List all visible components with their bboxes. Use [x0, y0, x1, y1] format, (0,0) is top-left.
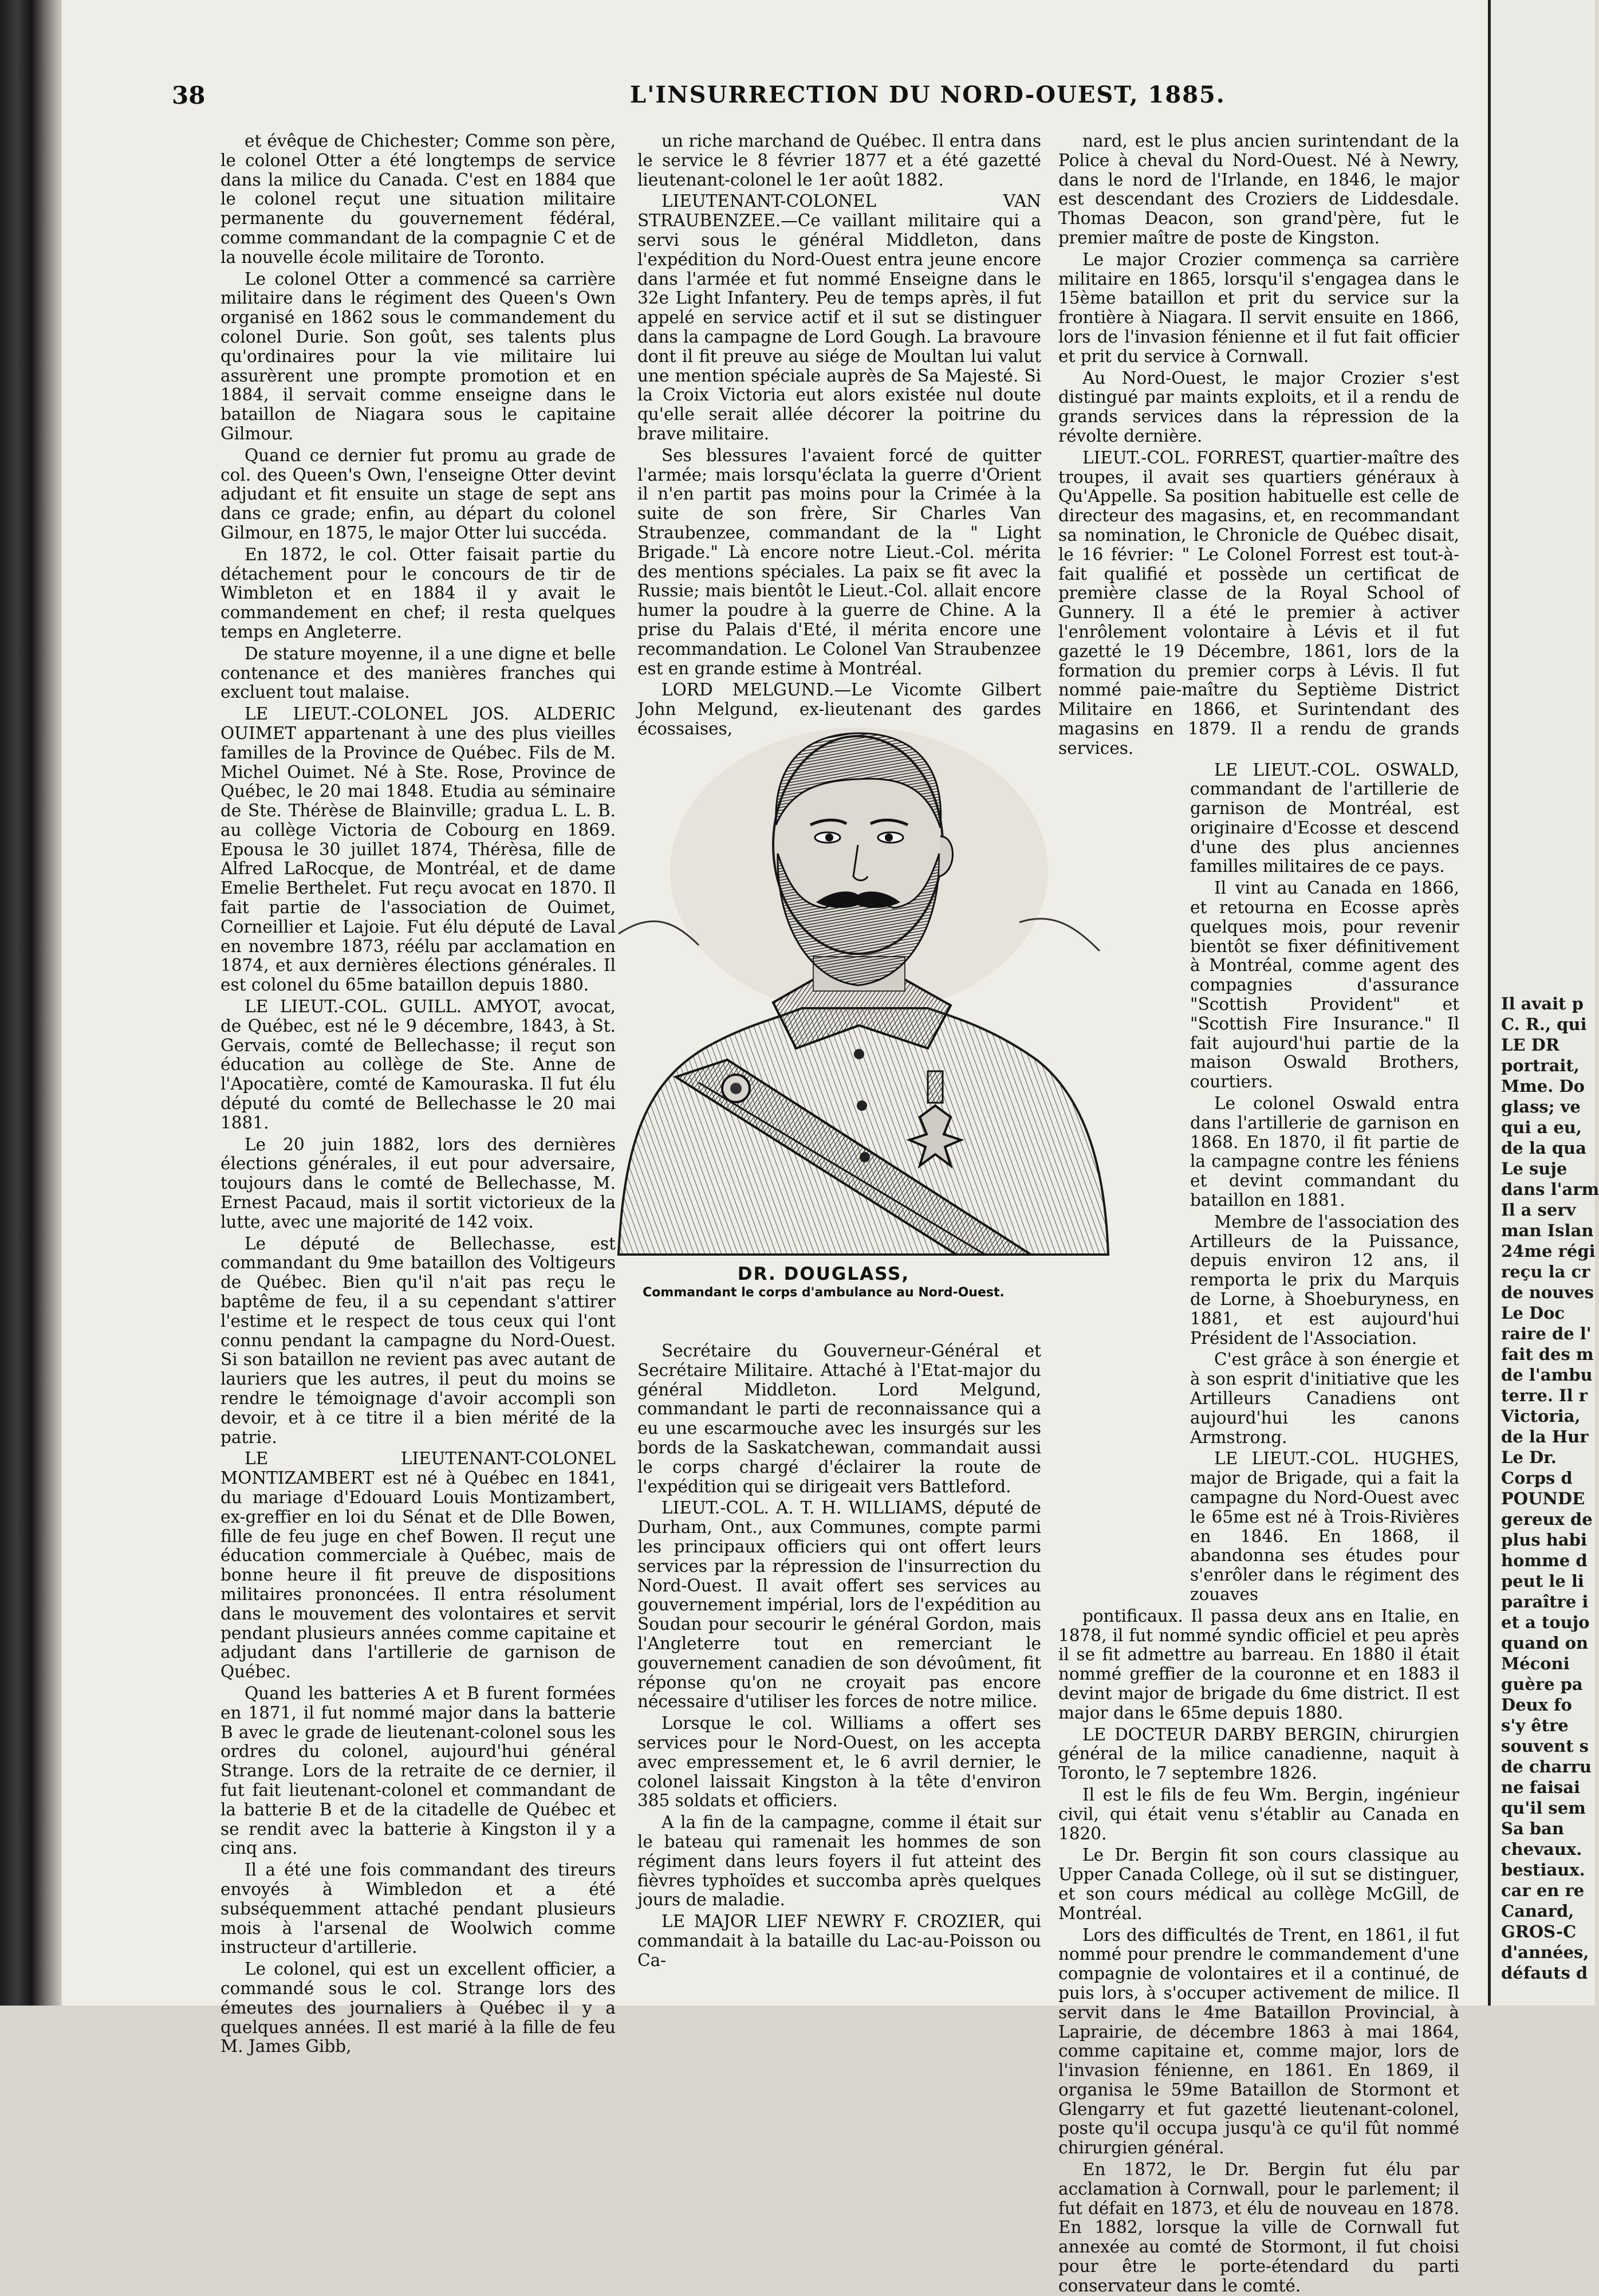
facing-page-text-fragment: LE DR	[1501, 1035, 1559, 1055]
column-2-bottom	[637, 1341, 1041, 1970]
facing-page-text-fragment: et a toujo	[1501, 1613, 1590, 1632]
facing-page-text-fragment: 24me régi	[1501, 1241, 1596, 1261]
article-paragraph: Le colonel Otter a commencé sa carrière militaire dans le régiment des Queen's Own organisé en 1862 sous le commandement du colonel Durie. Son goût, ses talents plus qu'ordinaires pour la vie militaire lui assurèrent une prompte promotion et en 1884, il servait comme enseigne dans le bataillon de Niagara sous le capitaine Gilmour.	[220, 269, 616, 443]
facing-page-text-fragment: Il avait p	[1501, 994, 1584, 1013]
article-paragraph: De stature moyenne, il a une digne et belle contenance et des manières franches qui excluent tout malaise.	[220, 643, 616, 702]
article-paragraph: A la fin de la campagne, comme il était sur le bateau qui ramenait les hommes de son régiment dans leurs foyers il fut atteint des fièvres typhoïdes et succomba après quelques jours de maladie.	[637, 1813, 1041, 1910]
facing-page-text-fragment: fait des m	[1501, 1344, 1594, 1364]
article-paragraph: un riche marchand de Québec. Il entra dans le service le 8 février 1877 et a été gazetté lieutenant-colonel le 1er août 1882.	[637, 131, 1041, 190]
article-paragraph: Lors des difficultés de Trent, en 1861, il fut nommé pour prendre le commandement d'une compagnie de volontaires et il a continué, de puis lors, à s'occuper activement de milice. Il servit dans le 4me Bataillon Provincial, à Laprairie, de décembre 1863 à mai 1864, comme capitaine et, comme major, lors de l'invasion fénienne, en 1861. En 1869, il organisa le 59me Bataillon de Stormont et Glengarry et fut gazetté lieutenant-colonel, poste qu'il occupa jusqu'à ce qu'il fût nommé chirurgien général.	[1058, 1925, 1459, 2158]
facing-page-text-fragment: Victoria,	[1501, 1406, 1581, 1426]
portrait-caption	[640, 1264, 1007, 1300]
facing-page-text-fragment: Mme. Do	[1501, 1076, 1585, 1096]
page-header	[172, 81, 1489, 116]
running-title: L'INSURRECTION DU NORD-OUEST, 1885.	[630, 81, 1226, 108]
article-paragraph: LE LIEUT.-COL. GUILL. AMYOT, avocat, de Québec, est né le 9 décembre, 1843, à St. Gervais, comté de Bellechasse; il reçut son éducation au collège de Ste. Anne de l'Apocatière, comté de Kamouraska. Il fut élu député du comté de Bellechasse le 20 mai 1881.	[220, 997, 616, 1133]
column-2-top	[637, 131, 1041, 738]
article-paragraph: LE DOCTEUR DARBY BERGIN, chirurgien général de la milice canadienne, naquit à Toronto, le 7 septembre 1826.	[1058, 1724, 1459, 1783]
facing-page-text-fragment: Sa ban	[1501, 1819, 1564, 1838]
facing-page-text-fragment: souvent s	[1501, 1736, 1589, 1756]
article-paragraph: LE LIEUT.-COL. HUGHES, major de Brigade, qui a fait la campagne du Nord-Ouest avec le 65me est né à Trois-Rivières en 1846. En 1868, il abandonna ses études pour s'enrôler dans le régiment des zouaves	[1190, 1449, 1459, 1604]
facing-page-text-fragment: qui a eu,	[1501, 1118, 1582, 1137]
facing-page-text-fragment: dans l'arm	[1501, 1180, 1599, 1199]
article-paragraph: Le député de Bellechasse, est commandant du 9me bataillon des Voltigeurs de Québec. Bien qu'il n'ait pas reçu le baptême de feu, il a su cependant s'attirer l'estime et le respect de tous ceux qui l'ont connu pendant la campagne du Nord-Ouest. Si son bataillon ne revient pas avec autant de lauriers que les autres, il peut du moins se rendre le témoignage d'avoir accompli son devoir, et à ce titre il a bien mérité de la patrie.	[220, 1233, 616, 1447]
column-3-top	[1058, 132, 1459, 758]
facing-page-text-fragment: GROS-C	[1501, 1922, 1577, 1941]
page-number: 38	[172, 81, 206, 109]
article-paragraph: Le Dr. Bergin fit son cours classique au Upper Canada College, où il sut se distinguer, et son cours médical au collège McGill, de Montréal.	[1058, 1845, 1459, 1923]
article-paragraph: Secrétaire du Gouverneur-Général et Secrétaire Militaire. Attaché à l'Etat-major du général Middleton. Lord Melgund, commandant le parti de reconnaissance qui a eu une escarmouche avec les insurgés sur les bords de la Saskatchewan, commandait aussi le corps chargé d'éclairer la route de l'expédition qui se dirigeait vers Battleford.	[637, 1341, 1041, 1496]
facing-page-text-fragment: man Islan	[1501, 1221, 1594, 1240]
article-paragraph: pontificaux. Il passa deux ans en Italie, en 1878, il fut nommé syndic officiel et peu après il se fit admettre au barreau. En 1880 il était nommé greffier de la couronne et en 1883 il devint major de brigade du 6me district. Il est major dans le 65me depuis 1880.	[1058, 1606, 1459, 1723]
facing-page-text-fragment: de charru	[1501, 1757, 1592, 1776]
facing-page-text-fragment: chevaux.	[1501, 1839, 1582, 1859]
facing-page-text-fragment: Corps d	[1501, 1468, 1573, 1488]
facing-page-text-fragment: paraître i	[1501, 1592, 1589, 1611]
facing-page-text-fragment: plus habi	[1501, 1530, 1587, 1550]
facing-page-text-fragment: Il a serv	[1501, 1200, 1576, 1220]
facing-page-text-fragment: Méconi	[1501, 1654, 1570, 1673]
facing-page-text-fragment: ne faisai	[1501, 1778, 1581, 1797]
article-paragraph: Membre de l'association des Artilleurs de la Puissance, depuis environ 12 ans, il remporta le prix du Marquis de Lorne, à Shoeburyness, en 1881, et est aujourd'hui Président de l'Association.	[1190, 1212, 1459, 1348]
facing-page-text-fragment: qu'il sem	[1501, 1798, 1586, 1818]
caption-role: Commandant le corps d'ambulance au Nord-Ouest.	[643, 1285, 1005, 1300]
article-paragraph: LE LIEUTENANT-COLONEL MONTIZAMBERT est né à Québec en 1841, du mariage d'Edouard Louis Montizambert, ex-greffier en loi du Sénat et de Dlle Bowen, fille de feu juge en chef Bowen. Il reçut une éducation commerciale à Québec, mais de bonne heure il fit preuve de dispositions militaires prononcées. Il entra résolument dans le mouvement des volontaires et servit pendant plusieurs années comme capitaine et adjudant dans l'artillerie de garnison de Québec.	[220, 1449, 616, 1682]
article-paragraph: Il vint au Canada en 1866, et retourna en Ecosse après quelques mois, pour revenir bientôt se fixer définitivement à Montréal, comme agent des compagnies d'assurance "Scottish Provident" et "Scottish Fire Insurance." Il fait aujourd'hui partie de la maison Oswald Brothers, courtiers.	[1190, 878, 1459, 1092]
facing-page-text-fragment: Le Dr.	[1501, 1448, 1557, 1467]
facing-page-text-fragment: quand on	[1501, 1633, 1589, 1653]
facing-page-text-fragment: Le Doc	[1501, 1303, 1565, 1323]
column-3-bottom	[1058, 1607, 1459, 2296]
facing-page-text-fragment: guère pa	[1501, 1674, 1583, 1694]
article-paragraph: Ses blessures l'avaient forcé de quitter l'armée; mais lorsqu'éclata la guerre d'Orient il n'en partit pas moins pour la Crimée à la suite de son frère, Sir Charles Van Straubenzee, commandant de la " Light Brigade." Là encore notre Lieut.-Col. mérita des mentions spéciales. La paix se fit avec la Russie; mais bientôt le Lieut.-Col. allait encore humer la poudre à la guerre de Chine. A la prise du Palais d'Eté, il mérita encore une recommandation. Le Colonel Van Straubenzee est en grande estime à Montréal.	[637, 445, 1041, 678]
article-paragraph: En 1872, le col. Otter faisait partie du détachement pour le concours de tir de Wimbleton et en 1884 il y avait le commandement en chef; il resta quelques temps en Angleterre.	[220, 544, 616, 642]
portrait-image	[584, 682, 1134, 1260]
facing-page-text-fragment: s'y être	[1501, 1716, 1569, 1735]
article-paragraph: Le colonel Oswald entra dans l'artillerie de garnison en 1868. En 1870, il fit partie de la campagne contre les féniens et devint commandant du bataillon en 1881.	[1190, 1094, 1459, 1210]
article-paragraph: Quand les batteries A et B furent formées en 1871, il fut nommé major dans la batterie B avec le grade de lieutenant-colonel sous les ordres du colonel, aujourd'hui général Strange. Lors de la retraite de ce dernier, il fut fait lieutenant-colonel et commandant de la batterie B et de la citadelle de Québec et se rendit avec la batterie à Kingston il y a cinq ans.	[220, 1683, 616, 1858]
facing-page	[1488, 0, 1599, 2006]
article-paragraph: LIEUT.-COL. FORREST, quartier-maître des troupes, il avait ses quartiers généraux à Qu'Appelle. Sa position habituelle est celle de directeur des magasins, et, en recommandant sa nomination, le Chronicle de Québec disait, le 16 février: " Le Colonel Forrest est tout-à-fait qualifié et possède un certificat de première classe de la Royal School of Gunnery. Il a été le premier à activer l'enrôlement volontaire à Lévis et il fut gazetté le 19 Décembre, 1861, lors de la formation du premier corps à Lévis. Il fut nommé paie-maître du Septième District Militaire en 1866, et Surintendant des magasins en 1879. Il a rendu de grands services.	[1058, 447, 1459, 758]
facing-page-text-fragment: de la Hur	[1501, 1427, 1589, 1446]
facing-page-text-fragment: gereux de	[1501, 1509, 1593, 1529]
facing-page-text-fragment: reçu la cr	[1501, 1262, 1590, 1281]
facing-page-text-fragment: Canard,	[1501, 1901, 1574, 1921]
facing-page-text-fragment: de nouves	[1501, 1283, 1594, 1302]
facing-page-text-fragment: Deux fo	[1501, 1695, 1572, 1715]
facing-page-text-fragment: raire de l'	[1501, 1324, 1592, 1343]
article-paragraph: Le major Crozier commença sa carrière militaire en 1865, lorsqu'il s'engagea dans le 15ème bataillon et prit du service sur la frontière à Niagara. Il servit ensuite en 1866, lors de l'invasion fénienne et il fut fait officier et prit du service à Cornwall.	[1058, 249, 1459, 366]
facing-page-text-fragment: C. R., qui	[1501, 1015, 1587, 1034]
article-paragraph: LE LIEUT.-COLONEL JOS. ALDERIC OUIMET appartenant à une des plus vieilles familles de la Province de Québec. Fils de M. Michel Ouimet. Né à Ste. Rose, Province de Québec, le 20 mai 1848. Etudia au séminaire de Ste. Thérèse de Blainville; gradua L. L. B. au collège Victoria de Cobourg en 1869. Epousa le 30 juillet 1874, Thérèsa, fille de Alfred LaRocque, de Montréal, et de dame Emelie Berthelet. Fut reçu avocat en 1870. Il fait partie de l'association de Ouimet, Corneillier et Lajoie. Fut élu député de Laval en novembre 1873, réélu par acclamation en 1874, et aux dernières élections générales. Il est colonel du 65me bataillon depuis 1880.	[220, 704, 616, 995]
article-paragraph: Il a été une fois commandant des tireurs envoyés à Wimbledon et a été subséquemment attaché pendant plusieurs mois à l'arsenal de Woolwich comme instructeur d'artillerie.	[220, 1860, 616, 1957]
facing-page-text-fragment: homme d	[1501, 1551, 1588, 1570]
article-paragraph: Le colonel, qui est un excellent officier, a commandé sous le col. Strange lors des émeutes des journaliers à Québec il y a quelques années. Il est marié à la fille de feu M. James Gibb,	[220, 1959, 616, 2057]
facing-page-text-fragment: bestiaux.	[1501, 1860, 1585, 1880]
column-1	[220, 131, 616, 2057]
facing-page-text-fragment: défauts d	[1501, 1963, 1588, 1983]
facing-page-text-fragment: de l'ambu	[1501, 1365, 1593, 1385]
caption-name: DR. DOUGLASS,	[737, 1264, 910, 1284]
facing-page-text-fragment: de la qua	[1501, 1138, 1586, 1158]
facing-page-text-fragment: POUNDE	[1501, 1489, 1585, 1508]
book-spine	[0, 0, 62, 2006]
article-paragraph: LIEUT.-COL. A. T. H. WILLIAMS, député de Durham, Ont., aux Communes, compte parmi les principaux officiers qui ont offert leurs services par la répression de l'insurrection du Nord-Ouest. Il avait offert ses services au gouvernement impérial, lors de l'expédition au Soudan pour secourir le général Gordon, mais l'Angleterre tout en remerciant le gouvernement canadien de son dévoûment, fit réponse qu'on ne croyait pas encore nécessaire d'utiliser les forces de notre milice.	[637, 1498, 1041, 1712]
article-paragraph: Il est le fils de feu Wm. Bergin, ingénieur civil, qui était venu s'établir au Canada en 1820.	[1058, 1784, 1459, 1843]
facing-page-text-fragment: Le suje	[1501, 1159, 1568, 1178]
article-paragraph: LIEUTENANT-COLONEL VAN STRAUBENZEE.—Ce vaillant militaire qui a servi sous le général Middleton, dans l'expédition du Nord-Ouest entra jeune encore dans l'armée et fut nommé Enseigne dans le 32e Light Infantery. Peu de temps après, il fut appelé en service actif et il sut se distinguer dans la campagne de Lord Gough. La bravoure dont il fit preuve au siége de Moultan lui valut une mention spéciale auprès de Sa Majesté. Si la Croix Victoria eut alors existée nul doute qu'elle serait allée décorer la poitrine du brave militaire.	[637, 191, 1041, 443]
article-paragraph: LE LIEUT.-COL. OSWALD, commandant de l'artillerie de garnison de Montréal, est originaire d'Ecosse et descend d'une des plus anciennes familles militaires de ce pays.	[1190, 760, 1459, 876]
facing-page-text-fragment: d'années,	[1501, 1943, 1589, 1962]
article-paragraph: Lorsque le col. Williams a offert ses services pour le Nord-Ouest, on les accepta avec empressement et, le 6 avril dernier, le colonel laissait Kingston à la tête d'environ 385 soldats et officiers.	[637, 1713, 1041, 1811]
facing-page-text-fragment: portrait,	[1501, 1056, 1580, 1075]
facing-page-text-fragment: peut le li	[1501, 1571, 1584, 1591]
article-paragraph: Le 20 juin 1882, lors des dernières élections générales, il eut pour adversaire, toujours dans le comté de Bellechasse, M. Ernest Pacaud, mais il sortit victorieux de la lutte, avec une majorité de 142 voix.	[220, 1134, 616, 1232]
article-paragraph: et évêque de Chichester; Comme son père, le colonel Otter a été longtemps de service dans la milice du Canada. C'est en 1884 que le colonel reçut une situation militaire permanente du gouvernement fédéral, comme commandant de la compagnie C et de la nouvelle école militaire de Toronto.	[220, 131, 616, 267]
article-paragraph: Au Nord-Ouest, le major Crozier s'est distingué par maints exploits, et il a rendu de grands services dans la répression de la révolte dernière.	[1058, 368, 1459, 446]
article-paragraph: nard, est le plus ancien surintendant de la Police à cheval du Nord-Ouest. Né à Newry, dans le nord de l'Irlande, en 1846, le major est descendant des Croziers de Liddesdale. Thomas Deacon, son grand'père, fut le premier maître de poste de Kingston.	[1058, 131, 1459, 247]
facing-page-text-fragment: car en re	[1501, 1881, 1585, 1900]
article-paragraph: Quand ce dernier fut promu au grade de col. des Queen's Own, l'enseigne Otter devint adjudant et fit ensuite un stage de sept ans dans ce grade; enfin, au départ du colonel Gilmour, en 1875, le major Otter lui succéda.	[220, 445, 616, 542]
article-paragraph: LORD MELGUND.—Le Vicomte Gilbert John Melgund, ex-lieutenant des gardes écossaises,	[637, 680, 1041, 738]
facing-page-text-fragment: glass; ve	[1501, 1097, 1581, 1116]
facing-page-text-fragment: terre. Il r	[1501, 1386, 1588, 1405]
article-paragraph: C'est grâce à son énergie et à son esprit d'initiative que les Artilleurs Canadiens ont aujourd'hui les canons Armstrong.	[1190, 1350, 1459, 1447]
portrait-engraving	[584, 682, 1134, 1260]
article-paragraph: En 1872, le Dr. Bergin fut élu par acclamation à Cornwall, pour le parlement; il fut défait en 1873, et élu de nouveau en 1878. En 1882, lorsque la ville de Cornwall fut annexée au comté de Stormont, il fut choisi pour être le porte-étendard du parti conservateur dans le comté.	[1058, 2160, 1459, 2295]
article-paragraph: LE MAJOR LIEF NEWRY F. CROZIER, qui commandait à la bataille du Lac-au-Poisson ou Ca-	[637, 1912, 1041, 1970]
